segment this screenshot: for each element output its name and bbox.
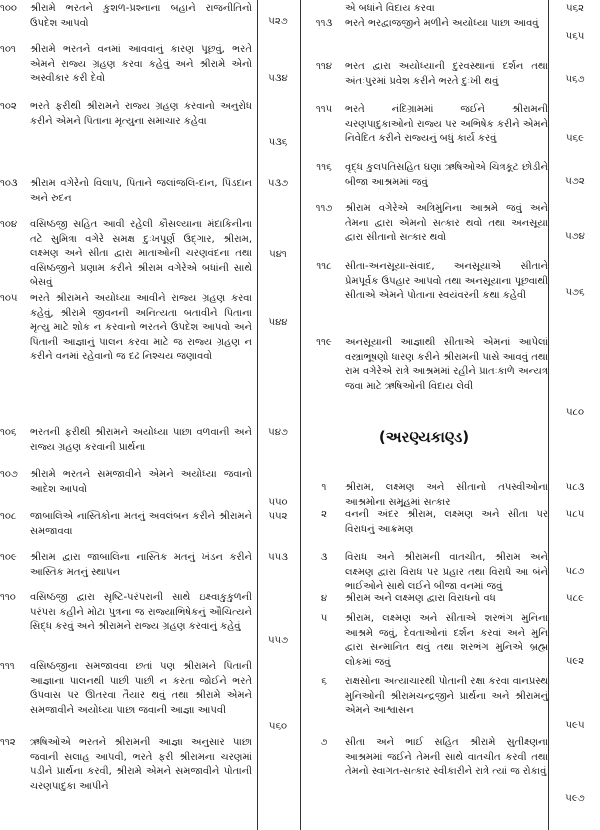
entry-number: ૧૧૫ <box>315 104 333 115</box>
page-number: ૫૫૭ <box>267 635 289 646</box>
page-number: ૫૮૦ <box>565 407 585 418</box>
entry-title: શ્રીરામ વગેરેએ અત્રિમુનિના આશ્રમે જવું અને તેમના દ્વારા એમનો સત્કાર થવો તથા અનસૂયા દ્વારા સીતાનો સત્કાર થવો <box>345 203 548 243</box>
entry-title: એ બધાંને વિદાય કરવા <box>345 3 435 14</box>
entry-number: ૧૦૯ <box>0 552 17 563</box>
page-number: ૫૮૯ <box>566 593 584 604</box>
entry-number: ૧૧૧ <box>0 661 15 672</box>
entry-number: ૫ <box>320 613 328 624</box>
page-number: ૫૯૭ <box>565 793 585 804</box>
page-number: ૫૫૩ <box>268 552 288 563</box>
entry-title: સીતા અને ભાઈ સહિત શ્રીરામે સુતીક્ષ્ણના આશ્રમમાં જઈને તેમની સાથે વાતચીત કરવી તથા તેમનો સ્વાગત-સત્કાર સ્વીકારીને રાત્રે ત્યાં જ રોકાવું <box>345 737 548 777</box>
section-heading: (અરણ્યકાણ્ડ) <box>378 428 470 446</box>
entry-number: ૬ <box>321 676 327 687</box>
page-number: ૫૫૦ <box>268 497 288 508</box>
column-divider <box>548 0 549 830</box>
entry-number: ૧ <box>321 482 327 493</box>
page-number: ૫૬૯ <box>565 133 585 144</box>
entry-title: ઋષિઓએ ભરતને શ્રીરામની આજ્ઞા અનુસાર પાછા જવાની સલાહ આપવી, ભરતે ફરી શ્રીરામના ચરણમાં પડીને પ્રાર્થના કરવી, શ્રીરામે એમને સમજાવીને પોતાની ચરણપાદુકા આપીને <box>30 737 252 792</box>
entry-number: ૧૦૩ <box>0 178 18 189</box>
entry-number: ૧૧૨ <box>0 737 16 748</box>
entry-number: ૧૧૩ <box>315 18 333 29</box>
entry-number: ૭ <box>320 737 328 748</box>
entry-number: ૪ <box>320 593 328 604</box>
entry-number: ૧૧૬ <box>316 162 332 173</box>
entry-number: ૧૦૦ <box>0 3 17 14</box>
column-divider <box>300 0 301 830</box>
right-column <box>300 0 600 830</box>
entry-title: શ્રીરામે ભરતને કુશળ-પ્રશ્નાના બહાને રાજનીતિનો ઉપદેશ આપવો <box>30 3 252 29</box>
entry-title: વસિષ્ઠજી દ્વારા સૃષ્ટિ-પરંપરાની સાથે ઇક્ષ્વાકુકુળની પરંપરા કહીને મોટા પુત્રના જ રાજ્યાભિષેકનું ઔચિત્યને સિદ્ધ કરવું અને શ્રીરામને રાજ્ય ગ્રહણ કરવાનું કહેવું <box>30 592 252 632</box>
entry-number: ૧૧૪ <box>316 61 332 72</box>
entry-number: ૧૧૯ <box>316 337 332 348</box>
page-number: ૫૭૪ <box>565 231 585 242</box>
entry-title: અનસૂયાની આજ્ઞાથી સીતાએ એમનાં આપેલાં વસ્ત્રાભૂષણો ધારણ કરીને શ્રીરામની પાસે આવવું તથા રામ વગેરેએ રાત્રે આશ્રમમાં રહીને પ્રાતઃકાળે અન્યત્ર જવા માટે ઋષિઓની વિદાય લેવી <box>345 337 548 392</box>
entry-title: વિરાધ અને શ્રીરામની વાતચીત, શ્રીરામ અને લક્ષ્મણ દ્વારા વિરાધ પર પ્રહાર તથા વિરાધે આ બંને ભાઈઓને સાથે લઈને બીજા વનમાં જવું <box>345 552 548 592</box>
page-number: ૫૯૫ <box>565 720 585 731</box>
page-number: ૫૬૭ <box>565 74 585 85</box>
entry-title: ભરતે ભરદ્વાજજીને મળીને અયોધ્યા પાછા આવવું <box>345 18 539 29</box>
page-number: ૫૩૭ <box>267 178 289 189</box>
entry-title: વૃદ્ધ કુલપતિસહિત ઘણા ઋષિઓએ ચિત્રકૂટ છોડીને બીજા આશ્રમમાં જવું <box>345 162 548 188</box>
entry-number: ૧૦૬ <box>0 427 17 438</box>
page-number: ૫૮૫ <box>565 509 585 520</box>
entry-number: ૧૧૮ <box>316 261 332 272</box>
page-number: ૫૬૫ <box>565 31 585 42</box>
page-number: ૫૮૭ <box>565 566 585 577</box>
page-number: ૫૭૬ <box>565 287 585 298</box>
entry-title: જાબાલિએ નાસ્તિકોના મતનું અવલંબન કરીને શ્રીરામને સમજાવવા <box>30 511 252 537</box>
entry-number: ૧૦૭ <box>0 469 18 480</box>
page-number: ૫૮૩ <box>565 482 585 493</box>
entry-title: વસિષ્ઠજીના સમજાવવા છતાં પણ શ્રીરામને પિતાની આજ્ઞાના પાલનથી પાછી પાછી ન કરતા જોઈને ભરતે ઉપવાસ પર ઊતરવા તૈયાર થવું તથા શ્રીરામે એમને સમજાવીને અયોધ્યા પાછા જવાની આજ્ઞા આપવી <box>30 661 252 716</box>
entry-title: રાક્ષસોના અત્યાચારથી પોતાની રક્ષા કરવા વાનપ્રસ્થ મુનિઓની શ્રીરામચન્દ્રજીને પ્રાર્થના અને શ્રીરામનું એમને આશ્વાસન <box>345 676 548 716</box>
page-number: ૫૪૪ <box>268 317 288 328</box>
page-number: ૫૬૦ <box>268 721 288 732</box>
entry-title: વસિષ્ઠજી સહિત આવી રહેલી કૌસલ્યાના મંદાકિનીના તટે સુમિત્રા વગેરે સમક્ષ દુઃખપૂર્ણ ઉદ્ગાર, શ્રીરામ, લક્ષ્મણ અને સીતા દ્વારા માતાઓની ચરણવંદના તથા વસિષ્ઠજીને પ્રણામ કરીને શ્રીરામ વગેરેએ બધાંની સાથે બેસવું <box>30 219 252 288</box>
entry-number: ૨ <box>321 509 327 520</box>
page-number: ૫૯૨ <box>565 656 585 667</box>
page-number: ૫૪૧ <box>269 249 287 260</box>
entry-title: શ્રીરામે ભરતને સમજાવીને એમને અયોધ્યા જવાનો આદેશ આપવો <box>30 469 252 495</box>
entry-title: શ્રીરામ વગેરેનો વિલાપ, પિતાને જલાંજલિ-દાન, પિંડદાન અને રુદન <box>30 178 252 204</box>
entry-number: ૧૦૧ <box>0 44 16 55</box>
entry-title: ભરતે શ્રીરામને અયોધ્યા આવીને રાજ્ય ગ્રહણ કરવા કહેવું, શ્રીરામે જીવનની અનિત્યતા બતાવીને પિતાના મૃત્યુ માટે શોક ન કરવાનો ભરતને ઉપદેશ આપવો અને પિતાની આજ્ઞાનું પાલન કરવા માટે જ રાજ્ય ગ્રહણ ન કરીને વનમાં રહેવાનો જ દઢ નિશ્ચય જણાવવો <box>30 293 252 362</box>
column-divider <box>257 0 258 830</box>
entry-number: ૧૦૪ <box>0 219 18 230</box>
page-number: ૫૨૭ <box>268 16 288 27</box>
entry-number: ૧૦૮ <box>0 511 17 522</box>
entry-number: ૧૧૭ <box>315 203 333 214</box>
entry-title: સીતા-અનસૂયા-સંવાદ, અનસૂયાએ સીતાને પ્રેમપૂર્વક ઉપહાર આપવો તથા અનસૂયાના પૂછવાથી સીતાએ એમને પોતાના સ્વયંવરની કથા કહેવી <box>345 261 548 301</box>
entry-title: ભરતની ફરીથી શ્રીરામને અયોધ્યા પાછા વળવાની અને રાજ્ય ગ્રહણ કરવાની પ્રાર્થના <box>30 427 252 453</box>
page-number: ૫૭૨ <box>565 176 585 187</box>
entry-number: ૧૦૫ <box>0 293 18 304</box>
page-number: ૫૩૪ <box>268 73 288 84</box>
page-number: ૫૩૬ <box>268 137 288 148</box>
entry-title: ભરત દ્વારા અયોધ્યાની દુરવસ્થાનાં દર્શન તથા અંતઃપુરમાં પ્રવેશ કરીને ભરતે દુઃખી થવું <box>345 61 548 87</box>
entry-title: ભરતે નંદિગ્રામમાં જઈને શ્રીરામની ચરણપાદુકાઓનો રાજ્ય પર અભિષેક કરીને એમને નિવેદિત કરીને રાજ્યનું બધું કાર્ય કરવું <box>345 104 548 144</box>
entry-title: શ્રીરામે ભરતને વનમાં આવવાનું કારણ પૂછવું, ભરતે એમને રાજ્ય ગ્રહણ કરવા કહેવું અને શ્રીરામે એનો અસ્વીકાર કરી દેવો <box>30 44 252 84</box>
entry-number: ૧૧૦ <box>0 592 16 603</box>
entry-title: ભરતે ફરીથી શ્રીરામને રાજ્ય ગ્રહણ કરવાનો અનુરોધ કરીને એમને પિતાના મૃત્યુના સમાચાર કહેવા <box>30 101 252 127</box>
entry-title: શ્રીરામ અને લક્ષ્મણ દ્વારા વિરાધનો વધ <box>345 593 496 604</box>
entry-title: શ્રીરામ, લક્ષ્મણ અને સીતાનો તપસ્વીઓના આશ્રમોના સમૂહમાં સત્કાર <box>345 482 548 508</box>
page-number: ૫૪૭ <box>268 427 288 438</box>
entry-number: ૧૦૨ <box>0 101 17 112</box>
page-number: ૫૬૨ <box>565 3 585 14</box>
entry-title: શ્રીરામ દ્વારા જાબાલિના નાસ્તિક મતનું ખંડન કરીને આસ્તિક મતનું સ્થાપન <box>30 552 252 578</box>
entry-title: શ્રીરામ, લક્ષ્મણ અને સીતાએ શરભંગ મુનિના આશ્રમે જવું, દેવતાઓનાં દર્શન કરવાં અને મુનિ દ્વારા સન્માનિત થવું તથા શરભંગ મુનિએ બ્રહ્મ લોકમાં જવું <box>345 613 548 668</box>
page-number: ૫૫૨ <box>268 511 288 522</box>
entry-number: ૩ <box>320 552 328 563</box>
entry-title: વનની અંદર શ્રીરામ, લક્ષ્મણ અને સીતા પર વિરાધનું આક્રમણ <box>345 509 548 535</box>
